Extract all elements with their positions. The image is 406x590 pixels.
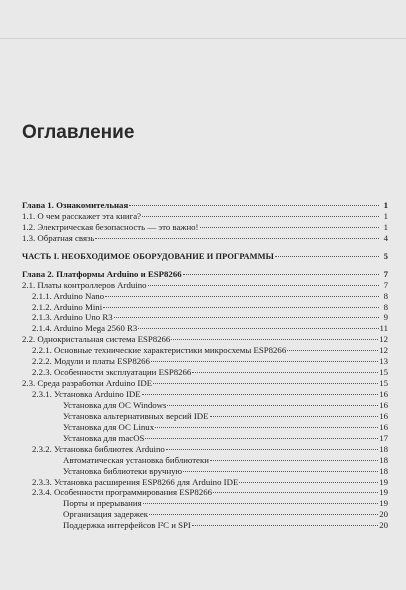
toc-entry-title: Установка для ОС Linux	[63, 421, 155, 432]
toc-entry-title: 2.1.4. Arduino Mega 2560 R3	[32, 323, 138, 334]
toc-entry-title: 1.3. Обратная связь	[22, 232, 95, 243]
toc-leader-dots	[239, 472, 378, 483]
toc-entry-page: 1	[383, 200, 388, 210]
toc-entry-title: 2.2. Однокристальная система ESP8266	[22, 334, 171, 345]
toc-entry-title: Установка для macOS	[63, 432, 145, 443]
toc-leader-dots	[213, 482, 378, 493]
toc-entry-page: 4	[383, 232, 388, 243]
toc-entry	[22, 248, 388, 259]
toc-leader-dots	[103, 297, 379, 308]
toc-leader-dots	[210, 406, 379, 417]
toc-leader-dots	[167, 395, 378, 406]
toc-entry-title: 2.1.2. Arduino Mini	[32, 301, 103, 312]
toc-entry-title: 2.1.1. Arduino Nano	[32, 290, 105, 301]
top-divider	[0, 38, 406, 39]
toc-entry-page: 15	[379, 378, 388, 389]
toc-leader-dots	[210, 450, 378, 461]
toc-entry-page: 18	[379, 465, 388, 476]
toc-leader-dots	[166, 439, 378, 450]
toc-entry-title: Организация задержек	[63, 509, 149, 520]
toc-entry-title: 1.2. Электрическая безопасность — это важно!	[22, 221, 199, 232]
toc-entry-title: 2.3.1. Установка Arduino IDE	[32, 389, 141, 399]
toc-leader-dots	[287, 340, 378, 351]
toc-entry-page: 20	[379, 520, 388, 531]
toc-entry-page: 16	[379, 389, 388, 399]
toc-leader-dots	[105, 286, 379, 297]
toc-entry-page: 5	[383, 251, 388, 261]
toc-entry-title: Автоматическая установка библиотеки	[63, 454, 209, 465]
toc-entry-title: 2.3.3. Установка расширения ESP8266 для Arduino IDE	[32, 476, 239, 487]
toc-leader-dots	[142, 384, 379, 395]
toc-leader-dots	[192, 362, 378, 373]
toc-leader-dots	[142, 206, 379, 217]
toc-entry-page: 16	[379, 421, 388, 432]
toc-entry-title: Глава 1. Ознакомительная	[22, 200, 129, 210]
toc-leader-dots	[200, 217, 380, 228]
toc-entry-title: Порты и прерывания	[63, 498, 142, 509]
toc-entry-page: 8	[383, 301, 388, 312]
toc-leader-dots	[143, 493, 379, 504]
table-of-contents	[22, 197, 388, 531]
toc-entry-title: Установка для ОС Windows	[63, 399, 167, 410]
toc-entry-page: 1	[383, 210, 388, 221]
toc-entry-title: 2.1. Платы контроллеров Arduino	[22, 279, 147, 290]
toc-entry-page: 19	[379, 476, 388, 487]
toc-entry-title: Поддержка интерфейсов I²C и SPI	[63, 520, 191, 531]
toc-leader-dots	[183, 264, 379, 275]
toc-entry-title: Установка библиотеки вручную	[63, 465, 183, 476]
toc-leader-dots	[183, 461, 378, 472]
toc-entry-title: 2.3.2. Установка библиотек Arduino	[32, 443, 165, 454]
page-title: Оглавление	[22, 122, 135, 143]
toc-entry-title: 2.1.3. Arduino Uno R3	[32, 312, 113, 323]
toc-entry-title: 2.3.4. Особенности программирования ESP8266	[32, 487, 213, 498]
toc-entry-title: 2.2.3. Особенности эксплуатации ESP8266	[32, 367, 192, 378]
toc-entry-page: 15	[379, 367, 388, 378]
toc-entry-page: 8	[383, 290, 388, 301]
toc-leader-dots	[138, 318, 378, 329]
toc-entry-title: 2.3. Среда разработки Arduino IDE	[22, 378, 153, 389]
toc-leader-dots	[114, 307, 379, 318]
toc-entry-page: 20	[379, 509, 388, 520]
toc-entry-title: 2.2.1. Основные технические характеристики микросхемы ESP8266	[32, 345, 287, 356]
toc-entry-page: 9	[383, 312, 388, 323]
toc-entry-title: ЧАСТЬ I. НЕОБХОДИМОЕ ОБОРУДОВАНИЕ И ПРОГРАММЫ	[22, 251, 274, 261]
toc-leader-dots	[275, 246, 379, 257]
toc-leader-dots	[95, 228, 379, 239]
toc-entry-page: 12	[379, 334, 388, 345]
toc-entry-page: 16	[379, 399, 388, 410]
toc-leader-dots	[171, 329, 378, 340]
toc-leader-dots	[148, 275, 380, 286]
toc-entry-page: 18	[379, 454, 388, 465]
toc-leader-dots	[155, 417, 378, 428]
toc-entry-page: 7	[383, 279, 388, 290]
toc-entry-page: 17	[379, 432, 388, 443]
toc-entry-page: 7	[383, 268, 388, 279]
toc-entry-title: Глава 2. Платформы Arduino и ESP8266	[22, 268, 182, 279]
toc-entry-page: 19	[379, 498, 388, 509]
toc-entry-page: 16	[379, 410, 388, 421]
toc-leader-dots	[192, 515, 378, 526]
toc-leader-dots	[145, 428, 378, 439]
toc-leader-dots	[151, 351, 378, 362]
toc-entry-page: 18	[379, 443, 388, 454]
toc-entry-title: 2.2.2. Модули и платы ESP8266	[32, 356, 150, 367]
toc-entry-page: 1	[383, 221, 388, 232]
toc-entry-title: 1.1. О чем расскажет эта книга?	[22, 210, 142, 221]
toc-entry-page: 13	[379, 356, 388, 367]
toc-entry-page: 11	[379, 323, 388, 334]
toc-leader-dots	[149, 504, 378, 515]
toc-entry-page: 19	[379, 487, 388, 498]
toc-leader-dots	[153, 373, 378, 384]
toc-leader-dots	[129, 195, 379, 206]
toc-entry-page: 12	[379, 345, 388, 356]
toc-entry-title: Установка альтернативных версий IDE	[63, 410, 209, 421]
